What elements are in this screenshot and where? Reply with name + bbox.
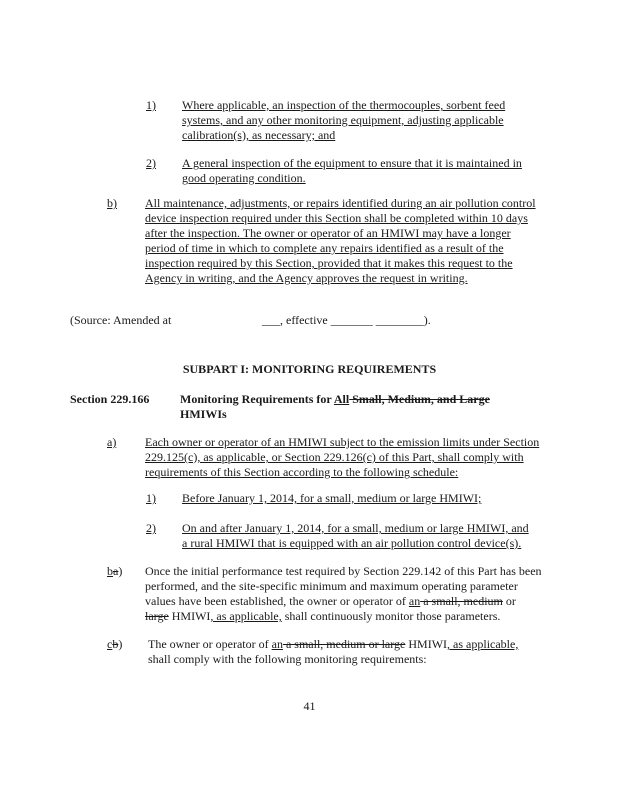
- subpart-heading: SUBPART I: MONITORING REQUIREMENTS: [182, 362, 437, 376]
- item-1-line: calibration(s), as necessary; and: [182, 128, 336, 142]
- item-cb-line: shall comply with the following monitoring requirements:: [148, 652, 427, 666]
- item-sa-line: 229.125(c), as applicable, or Section 229.126(c) of this Part, shall comply with: [145, 450, 524, 464]
- item-sa-text: [145, 435, 539, 480]
- page-number: 41: [303, 699, 316, 713]
- item-b-line: period of time in which to complete any repairs identified as a result of the: [145, 241, 504, 255]
- item-1-text: [182, 98, 505, 143]
- section-title-prefix: Monitoring Requirements for: [180, 392, 334, 406]
- item-b-line: inspection required by this Section, provided that it makes this request to the: [145, 256, 513, 270]
- item-cb-text: [148, 637, 518, 667]
- source-note-tail: _______ ________).: [330, 313, 431, 327]
- item-b-line: device inspection required under this Section shall be completed within 10 days: [145, 211, 528, 225]
- section-title-struck: Small, Medium, and Large: [349, 392, 490, 406]
- item-2-text: [182, 156, 522, 186]
- item-1-label: 1): [146, 98, 156, 112]
- item-sa1-label: 1): [146, 491, 156, 505]
- item-sa2-line: On and after January 1, 2014, for a small, medium or large HMIWI, and: [182, 521, 529, 535]
- item-1-line: Where applicable, an inspection of the thermocouples, sorbent feed: [182, 98, 506, 112]
- item-2-line: good operating condition.: [182, 171, 306, 185]
- item-ba-line: performed, and the site-specific minimum and maximum operating parameter: [145, 579, 518, 593]
- source-note-mid: ___, effective: [262, 313, 328, 327]
- item-ba-line4-ins: , as applicable,: [210, 609, 282, 623]
- section-title: [180, 392, 490, 422]
- item-sa-line: requirements of this Section according to the following schedule:: [145, 465, 459, 479]
- item-sa1-text: [182, 491, 481, 506]
- item-cb-line1-an: an: [271, 637, 283, 651]
- item-sa1-line: Before January 1, 2014, for a small, medium or large HMIWI;: [182, 491, 482, 505]
- item-ba-line4-struck: large: [145, 609, 169, 623]
- item-1-line: systems, and any other monitoring equipment, adjusting applicable: [182, 113, 504, 127]
- item-sa2-text: [182, 521, 529, 551]
- item-cb-label: [107, 637, 122, 652]
- section-title-all: All: [333, 392, 350, 406]
- item-cb-label-new: c: [107, 637, 113, 651]
- section-title-line2: HMIWIs: [180, 407, 227, 421]
- item-cb-line1-mid: HMIWI: [405, 637, 448, 651]
- item-sa-label: a): [107, 435, 117, 449]
- item-ba-line3: values have been established, the owner or operator of: [145, 594, 409, 608]
- item-b-line: All maintenance, adjustments, or repairs identified during an air pollution control: [145, 196, 536, 210]
- item-ba-line4-mid: HMIWI: [168, 609, 211, 623]
- item-cb-line1-struck: a small, medium or large: [282, 637, 406, 651]
- item-ba-line3-or: or: [502, 594, 516, 608]
- item-b-line: Agency in writing, and the Agency approves the request in writing.: [145, 271, 468, 285]
- item-2-line: A general inspection of the equipment to ensure that it is maintained in: [182, 156, 522, 170]
- item-ba-line4-end: shall continuously monitor those parameters.: [281, 609, 501, 623]
- item-ba-line3-struck: a small, medium: [420, 594, 503, 608]
- section-number: Section 229.166: [70, 392, 150, 406]
- item-ba-text: [145, 564, 542, 624]
- item-ba-line: Once the initial performance test required by Section 229.142 of this Part has been: [145, 564, 542, 578]
- source-note: [70, 313, 171, 328]
- item-cb-line1-ins: , as applicable,: [447, 637, 519, 651]
- item-cb-label-old: b: [112, 637, 119, 651]
- item-ba-label: [107, 564, 122, 579]
- item-b-text: [145, 196, 536, 286]
- item-sa-line: Each owner or operator of an HMIWI subject to the emission limits under Section: [145, 435, 540, 449]
- source-note-prefix: (Source: Amended at: [70, 313, 172, 327]
- item-ba-line3-an: an: [408, 594, 421, 608]
- source-note-effective: [262, 313, 431, 328]
- item-sa2-label: 2): [146, 521, 156, 535]
- item-2-label: 2): [146, 156, 156, 170]
- item-sa2-line: a rural HMIWI that is equipped with an air pollution control device(s).: [182, 536, 522, 550]
- item-cb-label-close: ): [118, 637, 123, 651]
- item-ba-label-new: b: [107, 564, 113, 578]
- item-ba-label-close: ): [118, 564, 123, 578]
- item-ba-label-old: a: [113, 564, 119, 578]
- item-b-label: b): [107, 196, 117, 210]
- item-b-line: after the inspection. The owner or operator of an HMIWI may have a longer: [145, 226, 511, 240]
- item-cb-line1-start: The owner or operator of: [148, 637, 272, 651]
